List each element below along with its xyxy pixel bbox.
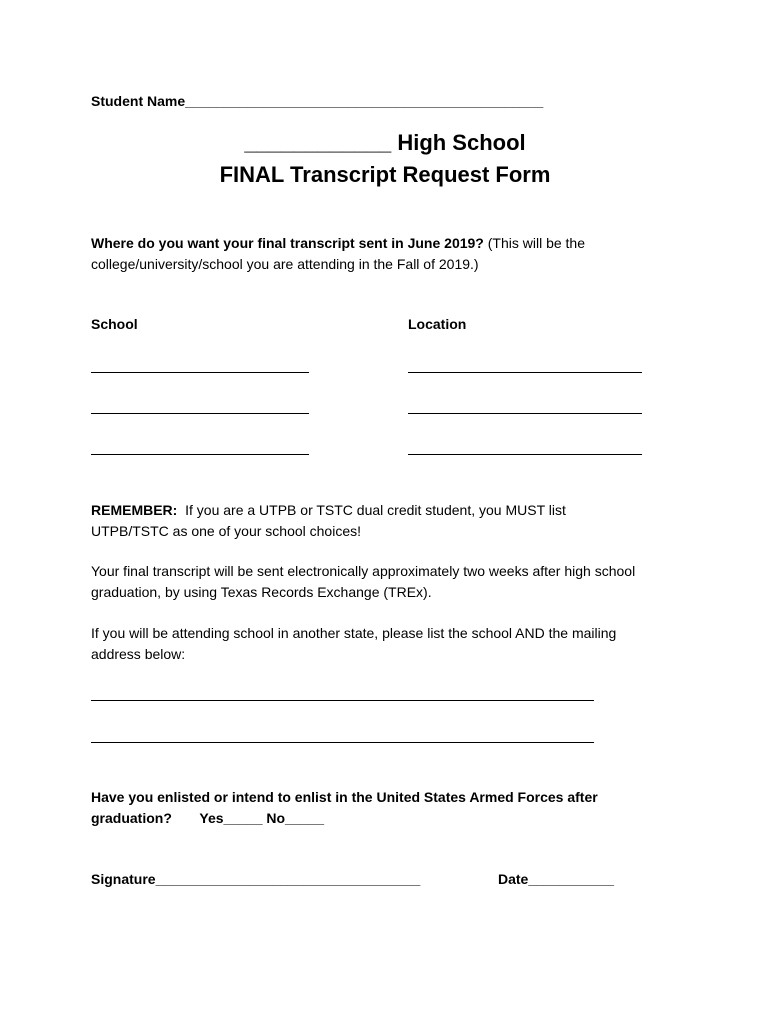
armed-forces-question xyxy=(91,787,691,829)
form-title-line1 xyxy=(0,130,770,156)
destination-question xyxy=(91,233,691,275)
school-line-2[interactable] xyxy=(91,413,309,414)
signature-field[interactable] xyxy=(91,871,420,887)
location-line-3[interactable] xyxy=(408,454,642,455)
reminder-label: REMEMBER: xyxy=(91,502,178,518)
school-name-blank[interactable]: ____________ xyxy=(244,130,392,155)
high-school-text: High School xyxy=(397,130,526,155)
address-line-1[interactable] xyxy=(91,700,594,701)
other-state-instructions xyxy=(91,623,691,665)
reminder-paragraph xyxy=(91,500,691,542)
address-line-2[interactable] xyxy=(91,742,594,743)
student-name-label: Student Name xyxy=(91,93,186,109)
yes-blank[interactable]: Yes_____ xyxy=(199,810,263,826)
date-blank[interactable]: ___________ xyxy=(528,871,615,887)
form-title-line2: FINAL Transcript Request Form xyxy=(219,162,551,187)
armed-forces-line1: Have you enlisted or intend to enlist in the United States Armed Forces after xyxy=(91,789,598,805)
destination-question-note-line2: college/university/school you are attending in the Fall of 2019.) xyxy=(91,256,479,272)
other-state-line1: If you will be attending school in another state, please list the school AND the mailing xyxy=(91,625,617,641)
date-field[interactable] xyxy=(498,871,614,887)
no-blank[interactable]: No_____ xyxy=(266,810,324,826)
destination-question-note: (This will be the xyxy=(483,235,586,251)
student-name-blank[interactable]: ______________________________________________ xyxy=(185,93,544,109)
student-name-field[interactable] xyxy=(91,93,543,109)
destination-question-bold: Where do you want your final transcript sent in June 2019? xyxy=(91,235,484,251)
location-line-2[interactable] xyxy=(408,413,642,414)
location-line-1[interactable] xyxy=(408,372,642,373)
other-state-line2: address below: xyxy=(91,646,186,662)
location-column-label: Location xyxy=(408,316,467,332)
transcript-note-line2: graduation, by using Texas Records Exchange (TREx). xyxy=(91,584,432,600)
transcript-note-line1: Your final transcript will be sent electronically approximately two weeks after high school xyxy=(91,563,636,579)
reminder-text: If you are a UTPB or TSTC dual credit student, you MUST list xyxy=(177,502,566,518)
transcript-note xyxy=(91,561,691,603)
school-column-label: School xyxy=(91,316,138,332)
signature-label: Signature xyxy=(91,871,156,887)
school-line-3[interactable] xyxy=(91,454,309,455)
signature-blank[interactable]: __________________________________ xyxy=(155,871,421,887)
school-line-1[interactable] xyxy=(91,372,309,373)
armed-forces-line2: graduation? xyxy=(91,810,172,826)
date-label: Date xyxy=(498,871,529,887)
reminder-text-line2: UTPB/TSTC as one of your school choices! xyxy=(91,523,361,539)
